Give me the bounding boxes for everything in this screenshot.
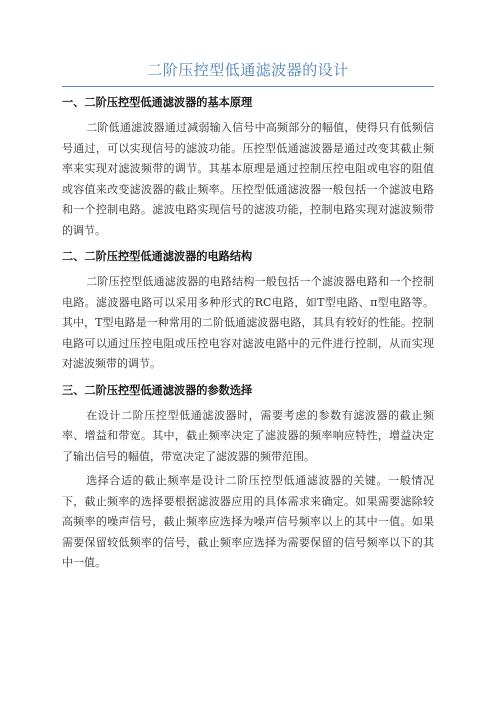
section-heading-1: 一、二阶压控型低通滤波器的基本原理 bbox=[62, 96, 253, 109]
section-heading-3: 三、二阶压控型低通滤波器的参数选择 bbox=[62, 383, 253, 397]
document-title: 二阶压控型低通滤波器的设计 bbox=[147, 61, 349, 79]
section-2-paragraph-1: 二阶压控型低通滤波器的电路结构一般包括一个滤波器电路和一个控制电路。滤波器电路可以采用多种形式的RC电路，如T型电路、π型电路等。其中，T型电路是一种常用的二阶低通滤波器电路，其具有较好的性能。控制电路可以通过压控电阻或压控电容对滤波电路中的元件进行控制，从而实现对滤波频带的调节。 bbox=[62, 275, 434, 370]
title-divider bbox=[62, 86, 434, 87]
section-1-paragraph-1: 二阶低通滤波器通过减弱输入信号中高频部分的幅值，使得只有低频信号通过，可以实现信号的滤波功能。压控型低通滤波器是通过改变其截止频率来实现对滤波频带的调节。其基本原理是通过控制压控电阻或电容的阻值或容值来改变滤波器的截止频率。压控型低通滤波器一般包括一个滤波电路和一个控制电路。滤波电路实现信号的滤波功能，控制电路实现对滤波频带的调节。 bbox=[62, 121, 434, 237]
section-3-paragraph-1: 在设计二阶压控型低通滤波器时，需要考虑的参数有滤波器的截止频率、增益和带宽。其中，截止频率决定了滤波器的频率响应特性，增益决定了输出信号的幅值，带宽决定了滤波器的频带范围。 bbox=[62, 408, 434, 463]
document-body bbox=[62, 92, 434, 574]
section-heading-2: 二、二阶压控型低通滤波器的电路结构 bbox=[62, 250, 253, 263]
section-3-paragraph-2: 选择合适的截止频率是设计二阶压控型低通滤波器的关键。一般情况下，截止频率的选择要根据滤波器应用的具体需求来确定。如果需要滤除较高频率的噪声信号，截止频率应选择为噪声信号频率以上的其中一值。如果需要保留较低频率的信号，截止频率应选择为需要保留的信号频率以下的其中一值。 bbox=[62, 474, 434, 569]
